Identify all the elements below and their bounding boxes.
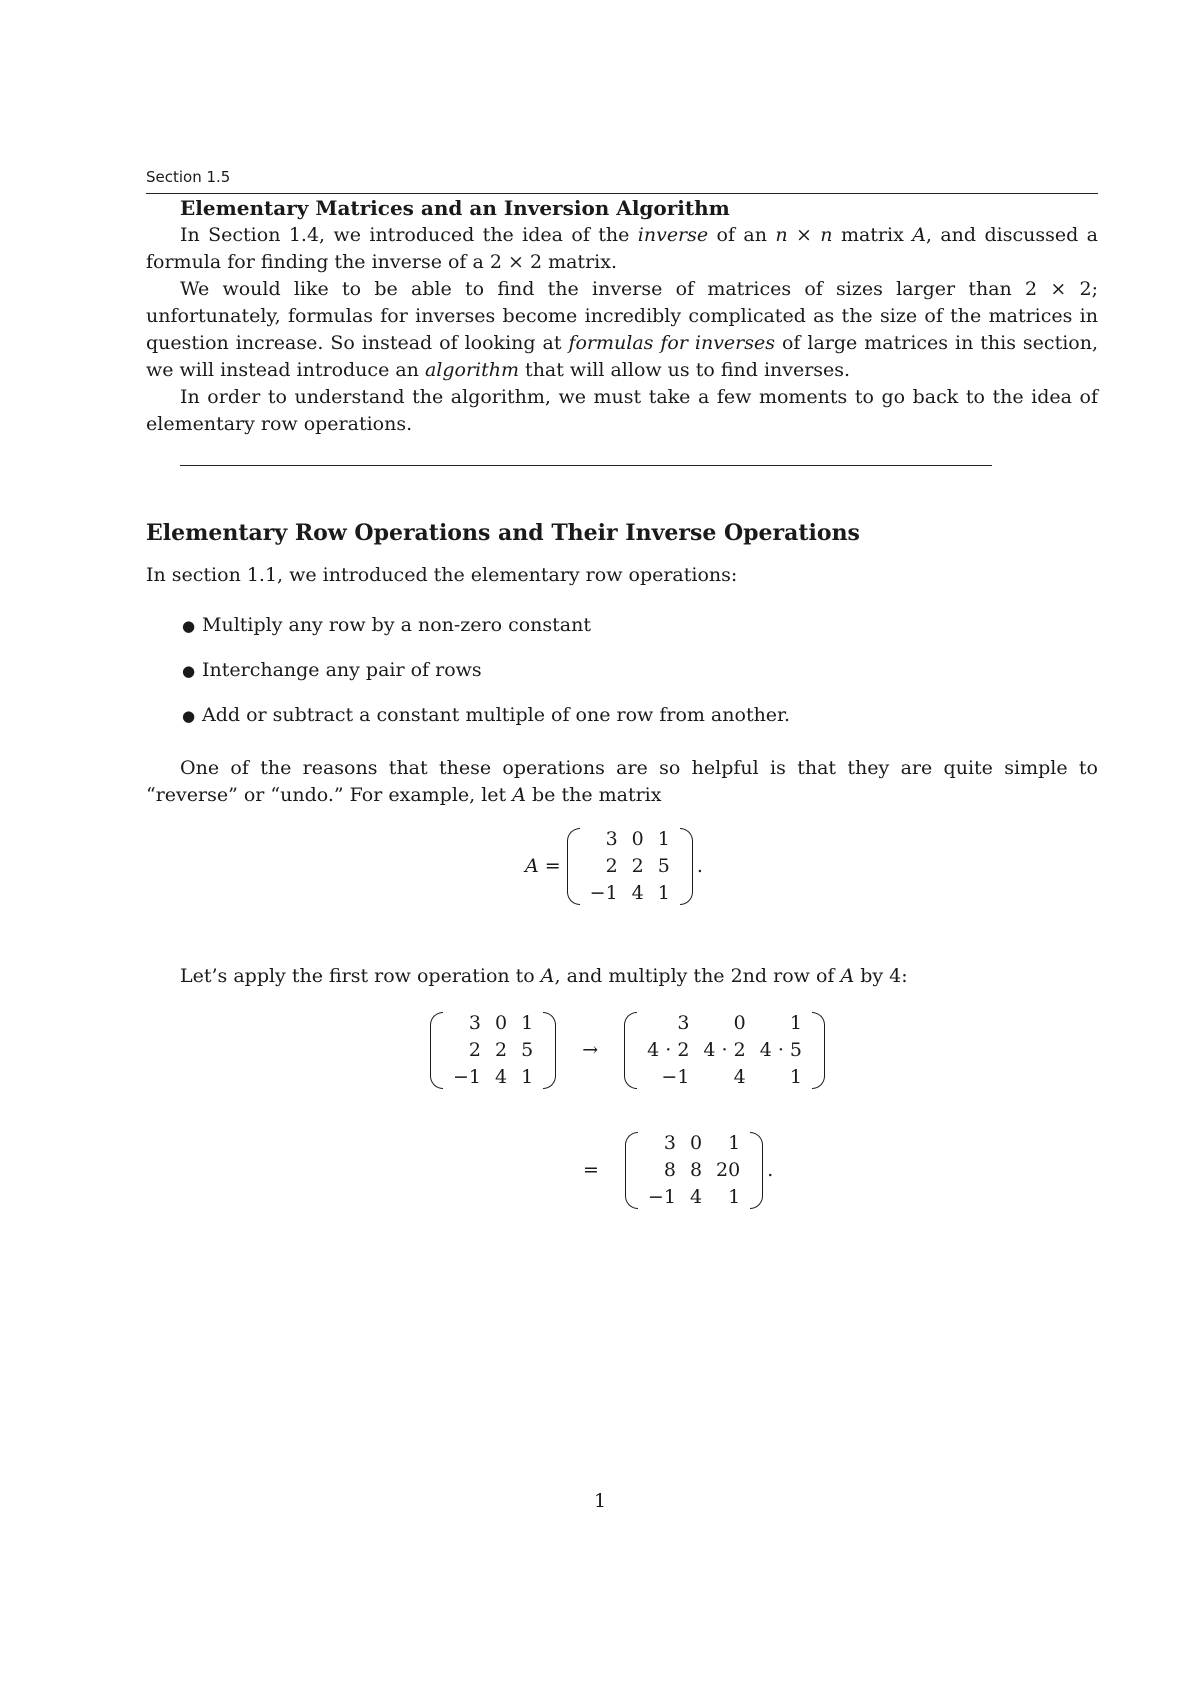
page-number: 1 — [593, 1490, 607, 1512]
equation-row-operation — [430, 1010, 825, 1091]
equation-matrix-A — [525, 826, 703, 907]
section-lead: In section 1.1, we introduced the elementary row operations: — [146, 564, 738, 586]
eq-sign: = — [544, 855, 561, 877]
section-divider — [180, 465, 992, 466]
emphasis-formulas: formulas for inverses — [568, 332, 775, 354]
bullet-icon: ● — [182, 707, 196, 725]
emphasis-inverse: inverse — [637, 224, 709, 246]
eq-sign: = — [583, 1159, 599, 1181]
apply-paragraph: Let’s apply the first row operation to A, and multiply the 2nd row of A by 4: — [180, 965, 908, 987]
math-var-A: A — [912, 224, 926, 246]
row-operations-list — [180, 612, 790, 747]
eq-period: . — [696, 855, 703, 877]
matrix-result: 3 0 1 8 8 20 −1 4 1 — [625, 1130, 763, 1211]
bullet-icon: ● — [182, 662, 196, 680]
list-item: ● Multiply any row by a non-zero constant — [182, 614, 592, 636]
intro-block — [146, 194, 1098, 438]
arrow-icon: → — [582, 1039, 599, 1061]
matrix-scaled: 3 0 1 4 · 2 4 · 2 4 · 5 −1 4 1 — [624, 1010, 825, 1091]
emphasis-algorithm: algorithm — [424, 359, 520, 381]
equation-result — [583, 1130, 773, 1211]
eq-period: . — [767, 1159, 774, 1181]
eq-lhs-A: A — [525, 855, 539, 877]
page-title: Elementary Matrices and an Inversion Algorithm — [180, 196, 730, 220]
section-heading: Elementary Row Operations and Their Inverse Operations — [146, 520, 860, 546]
math-n-by-n: n × n — [775, 224, 833, 246]
bullet-icon: ● — [182, 617, 196, 635]
matrix-original: 3 0 1 2 2 5 −1 4 1 — [430, 1010, 556, 1091]
section-label: Section 1.5 — [146, 168, 231, 186]
list-item: ● Interchange any pair of rows — [182, 659, 482, 681]
reasons-paragraph: One of the reasons that these operations are so helpful is that they are quite simple to “reverse” or “undo.” For example, let A be the matrix — [146, 757, 1098, 806]
list-item: ● Add or subtract a constant multiple of one row from another. — [182, 704, 791, 726]
intro-paragraph-3: In order to understand the algorithm, we must take a few moments to go back to the idea of elementary row operations. — [146, 386, 1098, 435]
intro-paragraph-1: In Section 1.4, we introduced the idea of the inverse of an n × n matrix A, and discussed a formula for finding the inverse of a 2 × 2 matrix. — [146, 224, 1098, 273]
matrix-A: 3 0 1 2 2 5 −1 4 1 — [567, 826, 693, 907]
intro-paragraph-2: We would like to be able to find the inverse of matrices of sizes larger than 2 × 2; unfortunately, formulas for inverses become incredibly complicated as the size of the matrices in question increase. So instead of looking at formulas for inverses of large matrices in this section, we will instead introduce an algorithm that will allow us to find inverses. — [146, 278, 1098, 381]
